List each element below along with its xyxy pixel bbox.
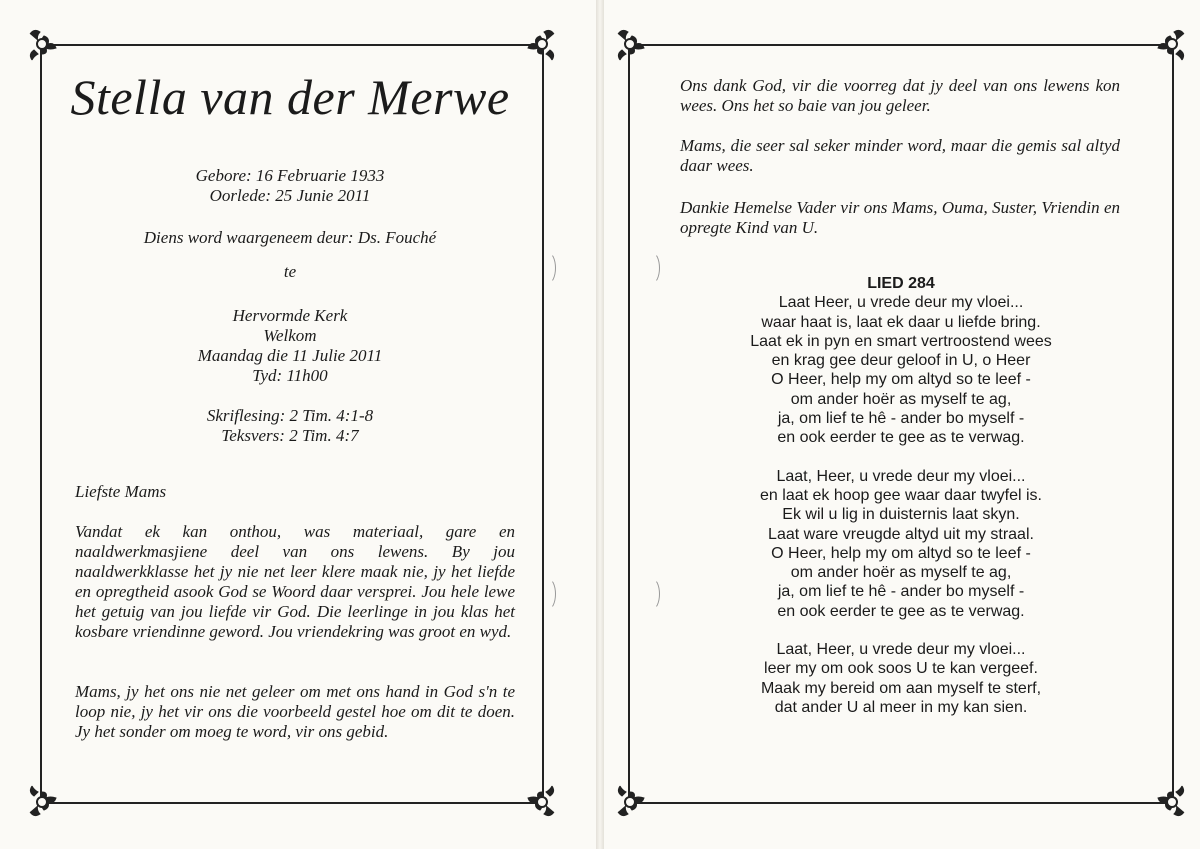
tribute-paragraph: Dankie Hemelse Vader vir ons Mams, Ouma, Suster, Vriendin en opregte Kind van U. xyxy=(680,198,1120,237)
hymn-line: O Heer, help my om altyd so te leef - xyxy=(771,544,1031,562)
hymn-stanza xyxy=(628,640,1174,717)
hymn-line: en krag gee deur geloof in U, o Heer xyxy=(771,352,1031,370)
hymn-line: en laat ek hoop gee waar daar twyfel is. xyxy=(760,486,1042,504)
fleur-de-lis-corner-icon xyxy=(1146,776,1192,822)
hymn-line: Laat ware vreugde altyd uit my straal. xyxy=(768,525,1034,543)
hymn-line: Laat, Heer, u vrede deur my vloei... xyxy=(776,641,1026,659)
fleur-de-lis-corner-icon xyxy=(516,776,562,822)
hymn xyxy=(628,274,1174,717)
service-date: Maandag die 11 Julie 2011 xyxy=(197,346,383,365)
hymn-line: Laat Heer, u vrede deur my vloei... xyxy=(778,294,1024,312)
punch-hole-mark xyxy=(644,252,660,284)
officiant: Diens word waargeneem deur: Ds. Fouché xyxy=(143,228,437,247)
hymn-line: ja, om lief te hê - ander bo myself - xyxy=(777,410,1025,428)
punch-hole-mark xyxy=(540,252,556,284)
fleur-de-lis-corner-icon xyxy=(516,24,562,70)
scripture-reading: Skriflesing: 2 Tim. 4:1-8 xyxy=(206,406,374,425)
hymn-line: Maak my bereid om aan myself te sterf, xyxy=(760,679,1042,697)
hymn-stanza xyxy=(628,467,1174,621)
hymn-line: en ook eerder te gee as te verwag. xyxy=(777,602,1025,620)
hymn-line: O Heer, help my om altyd so te leef - xyxy=(771,371,1031,389)
tribute-paragraph: Mams, jy het ons nie net geleer om met ons hand in God s'n te loop nie, jy het vir ons die voorbeeld gestel hoe om dit te doen. Jy het sonder om moeg te word, vir ons gebid. xyxy=(75,682,515,741)
te-word: te xyxy=(283,262,297,281)
hymn-line: om ander hoër as myself te ag, xyxy=(790,564,1012,582)
hymn-title: LIED 284 xyxy=(867,275,935,292)
hymn-line: om ander hoër as myself te ag, xyxy=(790,390,1012,408)
punch-hole-mark xyxy=(540,578,556,610)
hymn-line: Laat ek in pyn en smart vertroostend wees xyxy=(750,332,1052,350)
tribute-paragraph: Vandat ek kan onthou, was materiaal, gare en naaldwerkmasjiene deel van ons lewens. By jou naaldwerkklasse het jy nie net leer klere maak nie, jy het liefde en opregtheid asook God se Woord daar versprei. Jou hele lewe het getuig van jou liefde vir God. Die leerlinge in jou klas het kosbare vriendinne geword. Jou vriendekring was groot en wyd. xyxy=(75,522,515,641)
fleur-de-lis-corner-icon xyxy=(22,24,68,70)
right-page xyxy=(604,0,1200,849)
born-date: Gebore: 16 Februarie 1933 xyxy=(195,166,385,185)
hymn-line: leer my om ook soos U te kan vergeef. xyxy=(764,660,1038,678)
hymn-line: Ek wil u lig in duisternis laat skyn. xyxy=(782,506,1020,524)
death-date: Oorlede: 25 Junie 2011 xyxy=(209,186,371,205)
fleur-de-lis-corner-icon xyxy=(1146,24,1192,70)
punch-hole-mark xyxy=(644,578,660,610)
tribute-paragraph: Mams, die seer sal seker minder word, maar die gemis sal altyd daar wees. xyxy=(680,136,1120,175)
text-verse: Teksvers: 2 Tim. 4:7 xyxy=(221,426,359,445)
church-name: Hervormde Kerk xyxy=(232,306,348,325)
page-title: Stella van der Merwe xyxy=(70,69,510,125)
hymn-line: waar haat is, laat ek daar u liefde bring. xyxy=(761,313,1041,331)
salutation: Liefste Mams xyxy=(75,482,167,501)
fleur-de-lis-corner-icon xyxy=(22,776,68,822)
hymn-line: ja, om lief te hê - ander bo myself - xyxy=(777,583,1025,601)
hymn-stanza xyxy=(628,293,1174,447)
page-fold xyxy=(596,0,604,849)
fleur-de-lis-corner-icon xyxy=(610,24,656,70)
fleur-de-lis-corner-icon xyxy=(610,776,656,822)
hymn-line: Laat, Heer, u vrede deur my vloei... xyxy=(776,467,1026,485)
hymn-line: dat ander U al meer in my kan sien. xyxy=(774,698,1028,716)
tribute-paragraph: Ons dank God, vir die voorreg dat jy deel van ons lewens kon wees. Ons het so baie van jou geleer. xyxy=(680,76,1120,115)
hymn-line: en ook eerder te gee as te verwag. xyxy=(777,429,1025,447)
town-name: Welkom xyxy=(263,326,317,345)
left-page xyxy=(0,0,596,849)
service-time: Tyd: 11h00 xyxy=(252,366,328,385)
